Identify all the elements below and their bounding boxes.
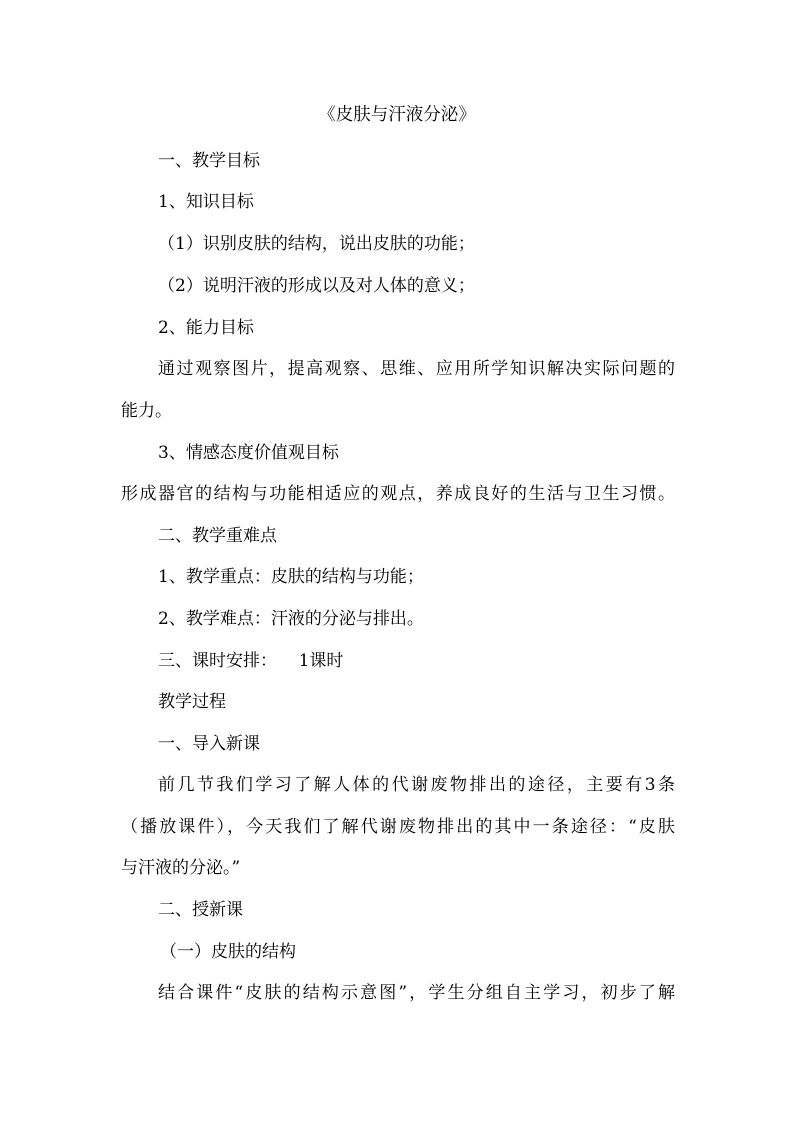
section-heading-new-lesson: 二、授新课 [158, 900, 243, 920]
list-item-2: （2）说明汗液的形成以及对人体的意义； [158, 276, 475, 296]
paragraph-line: 通过观察图片，提高观察、思维、应用所学知识解决实际问题的 [158, 359, 675, 379]
section-heading-teaching-objectives: 一、教学目标 [158, 151, 260, 171]
document-title: 《皮肤与汗液分泌》 [318, 105, 476, 125]
section-heading-schedule: 三、课时安排： 1课时 [158, 651, 344, 671]
section-heading-key-points: 二、教学重难点 [158, 526, 277, 546]
paragraph-line: 形成器官的结构与功能相适应的观点，养成良好的生活与卫生习惯。 [121, 484, 675, 504]
section-heading-process: 教学过程 [158, 692, 226, 712]
paragraph-line: 与汗液的分泌。” [121, 858, 241, 878]
subheading-ability-objectives: 2、能力目标 [158, 318, 254, 338]
subheading-skin-structure: （一）皮肤的结构 [160, 942, 296, 962]
paragraph-line: （播放课件），今天我们了解代谢废物排出的其中一条途径：“皮肤 [121, 817, 675, 837]
paragraph-line: 结合课件“皮肤的结构示意图”，学生分组自主学习，初步了解 [158, 983, 675, 1003]
subheading-attitude-objectives: 3、情感态度价值观目标 [158, 443, 339, 463]
key-point-item: 1、教学重点：皮肤的结构与功能； [158, 567, 424, 587]
paragraph-line: 能力。 [121, 401, 172, 421]
subheading-introduction: 一、导入新课 [158, 734, 260, 754]
paragraph-line: 前几节我们学习了解人体的代谢废物排出的途径，主要有3条 [158, 775, 675, 795]
list-item-1: （1）识别皮肤的结构，说出皮肤的功能； [158, 234, 475, 254]
difficult-point-item: 2、教学难点：汗液的分泌与排出。 [158, 609, 424, 629]
subheading-knowledge-objectives: 1、知识目标 [158, 192, 254, 212]
